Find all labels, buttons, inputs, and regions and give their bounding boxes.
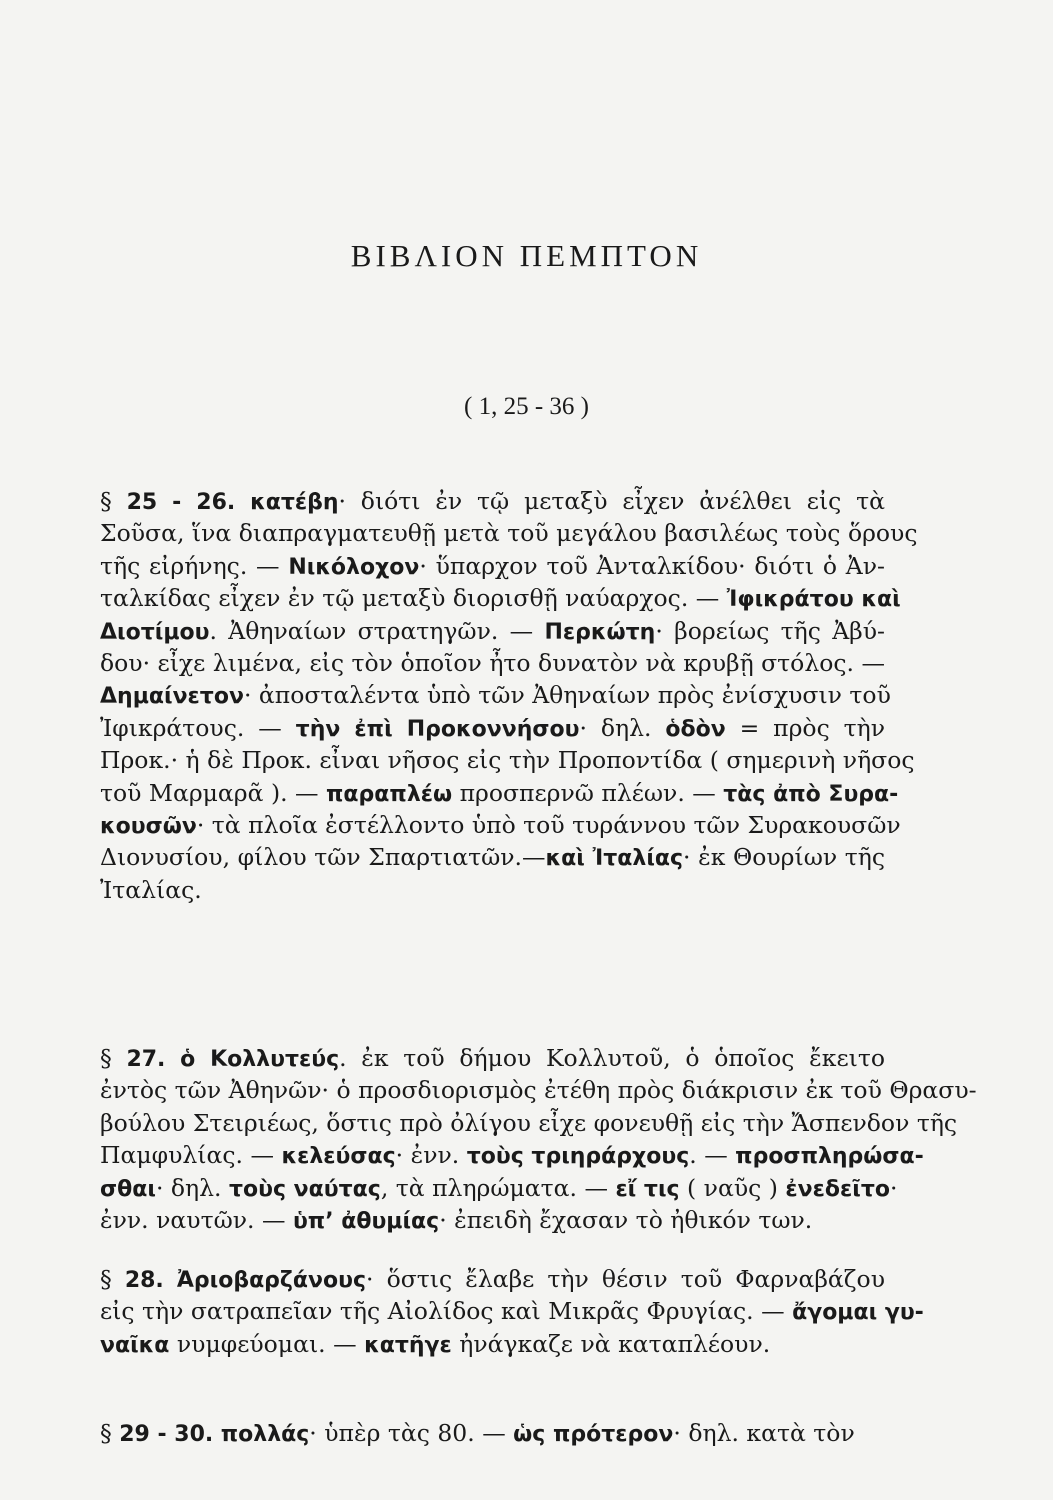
gloss-text: προσπερνῶ πλέων. — [452,778,724,807]
gloss-text: · δηλ. κατὰ τὸν [673,1419,855,1447]
gloss-text: τοῦ Μαρμαρᾶ ). — [100,778,327,807]
gloss-text: . Ἀθηναίων στρατηγῶν. — [209,616,545,645]
gloss-text: § [100,1044,127,1072]
text-line [100,1107,958,1139]
lemma-term: τὴν ἐπὶ Προκοννήσου [295,716,580,742]
gloss-text [164,1265,177,1293]
text-line [100,485,885,519]
gloss-text: τῆς εἰρήνης. — [100,551,289,580]
gloss-text: · δηλ. [579,713,666,742]
lemma-term: τοὺς τριηράρχους [466,1144,690,1170]
gloss-text: βούλου Στειριέως, ὅστις πρὸ ὀλίγου εἶχε φονευθῇ εἰς τὴν Ἄσπενδον τῆς [100,1108,958,1137]
lemma-term: Νικόλοχον [288,554,420,580]
lemma-term: τὰς ἀπὸ Συρα- [723,781,899,807]
gloss-text: = πρὸς τὴν [725,713,885,742]
gloss-text: Ἰφικράτους. — [100,713,296,742]
lemma-term: ὑπ’ ἀθυμίας [292,1209,440,1234]
lemma-term: εἴ τις [615,1176,680,1202]
text-line [100,809,901,843]
lemma-term: 27. [126,1047,166,1072]
lemma-term: 25 - 26. [126,490,236,515]
gloss-text: ἐντὸς τῶν Ἀθηνῶν· ὁ προσδιορισμὸς ἐτέθη πρὸς διάκρισιν ἐκ τοῦ Θρασυ- [100,1076,977,1105]
text-line [100,1295,924,1329]
lemma-term: κουσῶν [100,814,197,839]
text-line [100,1328,885,1362]
gloss-text: · βορείως τῆς Ἀβύ- [655,616,885,645]
text-line [100,712,885,746]
text-line [100,615,885,649]
text-line [100,1074,977,1106]
gloss-text: , τὰ πληρώματα. — [380,1173,616,1202]
lemma-term: Ἀριοβαρζάνους [176,1268,367,1293]
gloss-text: ( ναῦς ) [679,1173,786,1202]
text-line [100,777,899,811]
gloss-text: Ἰταλίας. [100,875,202,904]
gloss-text: · ἐπειδὴ ἔχασαν τὸ ἠθικόν των. [439,1206,813,1234]
lemma-term: ἄγομαι γυ- [792,1300,924,1326]
lemma-term: 29 - 30. [119,1422,214,1447]
gloss-text: δου· εἶχε λιμένα, εἰς τὸν ὁποῖον ἦτο δυνατὸν νὰ κρυβῇ στόλος. — [100,649,885,677]
lemma-term: Περκώτη [544,619,656,645]
lemma-term: ὁδὸν [665,716,726,742]
gloss-text: Προκ.· ἡ δὲ Προκ. εἶναι νῆσος εἰς τὴν Προποντίδα ( σημερινὴ νῆσος [100,746,915,775]
gloss-text: Διονυσίου, φίλου τῶν Σπαρτιατῶν.— [100,843,546,872]
chapter-range: ( 1, 25 - 36 ) [464,393,589,420]
lemma-term: κελεύσας [281,1144,396,1170]
text-line [100,1417,885,1451]
gloss-text: ἠνάγκαζε νὰ καταπλέουν. [451,1329,771,1358]
gloss-text: · ὕπαρχον τοῦ Ἀνταλκίδου· διότι ὁ Ἀν- [419,551,885,580]
lemma-term: κατῆγε [364,1332,452,1358]
gloss-text: ταλκίδας εἶχεν ἐν τῷ μεταξὺ διορισθῇ ναύαρχος. — [100,584,727,613]
lemma-term: κατέβη [250,490,339,515]
lemma-term: Διοτίμου [100,619,210,645]
lemma-term: ἐνεδεῖτο [785,1176,890,1202]
lemma-term: ὁ Κολλυτεύς [180,1047,340,1072]
gloss-text: . — [689,1141,736,1170]
lemma-term: πολλάς [220,1422,310,1447]
lemma-term: Ἰφικράτου καὶ [726,587,901,613]
lemma-term: 28. [124,1268,164,1293]
text-line [100,517,918,549]
text-line [100,550,885,584]
text-line [100,647,885,679]
chapter-title: ΒΙΒΛΙΟΝ ΠΕΜΠΤΟΝ [350,238,703,273]
gloss-text: Παμφυλίας. — [100,1141,282,1170]
text-line [100,582,901,616]
gloss-text: . ἐκ τοῦ δήμου Κολλυτοῦ, ὁ ὁποῖος ἔκειτο [339,1044,885,1072]
gloss-text: · τὰ πλοῖα ἐστέλλοντο ὑπὸ τοῦ τυράννου τῶν Συρακουσῶν [196,811,901,839]
gloss-text: · ἐκ Θουρίων τῆς [683,843,885,872]
gloss-text: νυμφεύομαι. — [169,1329,365,1358]
text-line [100,874,885,906]
text-line [100,1204,885,1238]
gloss-text: · ἀποσταλέντα ὑπὸ τῶν Ἀθηναίων πρὸς ἐνίσχυσιν τοῦ [243,681,891,710]
lemma-term: παραπλέω [326,781,453,807]
lemma-term: ναῖκα [100,1332,170,1358]
text-line [100,841,885,875]
gloss-text: § [100,1265,125,1293]
text-line [100,679,891,713]
gloss-text: εἰς τὴν σατραπεῖαν τῆς Αἰολίδος καὶ Μικρᾶς Φρυγίας. — [100,1297,793,1326]
gloss-text [213,1419,220,1447]
text-line [100,1263,885,1297]
text-line [100,1139,924,1173]
gloss-text: Σοῦσα, ἵνα διαπραγματευθῇ μετὰ τοῦ μεγάλου βασιλέως τοὺς ὅρους [100,519,918,548]
lemma-term: ὡς πρότερον [513,1422,674,1447]
gloss-text: · ἐνν. [395,1141,467,1170]
gloss-text: · δηλ. [155,1173,229,1202]
gloss-text: · ὑπὲρ τὰς 80. — [309,1419,514,1447]
lemma-term: προσπληρώσα- [735,1144,924,1170]
gloss-text: ἐνν. ναυτῶν. — [100,1206,293,1234]
lemma-term: τοὺς ναύτας [228,1176,381,1202]
lemma-term: καὶ Ἰταλίας [545,846,684,872]
gloss-text: § [100,1419,120,1447]
gloss-text [165,1044,180,1072]
lemma-term: σθαι [100,1176,156,1202]
gloss-text: § [100,487,127,515]
gloss-text: · ὅστις ἔλαβε τὴν θέσιν τοῦ Φαρναβάζου [366,1265,885,1293]
text-line [100,1172,898,1206]
lemma-term: Δημαίνετον [100,684,244,710]
gloss-text: · διότι ἐν τῷ μεταξὺ εἶχεν ἀνέλθει εἰς τὰ [338,487,885,515]
gloss-text: · [889,1173,898,1202]
text-line [100,744,915,776]
text-line [100,1042,885,1076]
gloss-text [235,487,250,515]
